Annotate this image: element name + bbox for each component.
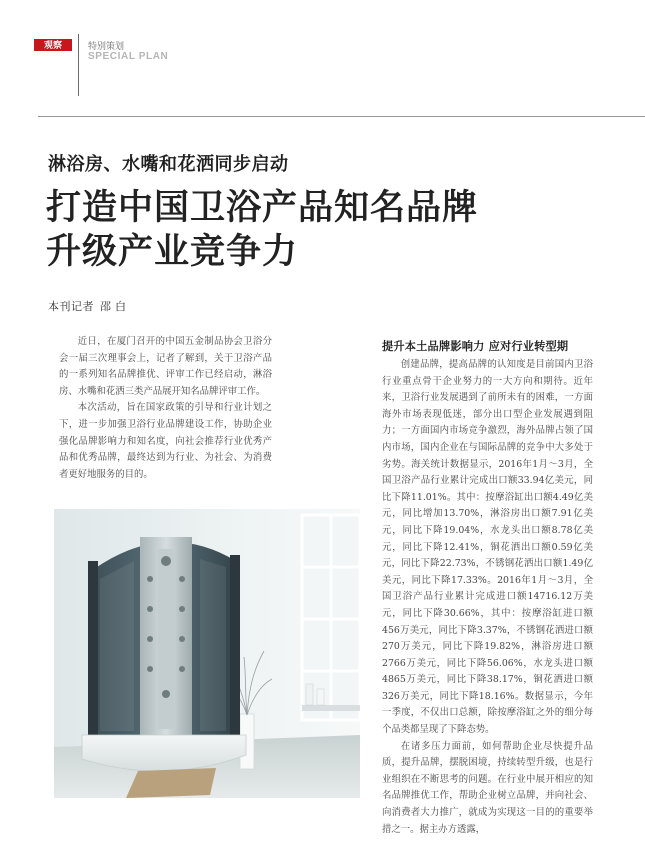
- right-column: [382, 357, 593, 838]
- left-column: [59, 334, 272, 483]
- top-rule: [38, 116, 645, 117]
- column-title: 特别策划: [88, 41, 125, 51]
- section-subheading: 提升本土品牌影响力 应对行业转型期: [382, 340, 569, 353]
- shower-cabin-photo: [54, 509, 360, 798]
- section-tag: 观察: [34, 39, 72, 51]
- intro-paragraph: 本次活动，旨在国家政策的引导和行业计划之下，进一步加强卫浴行业品牌建设工作，协助企业强化品牌影响力和知名度，向社会推荐行业优秀产品和优秀品牌，最终达到为行业、为社会、为消费者更好地服务的目的。: [59, 402, 272, 480]
- body-paragraph: 在诸多压力面前，如何帮助企业尽快提升品质，提升品牌，摆脱困境，持续转型升级，也是行业组织在不断思考的问题。在行业中展开相应的知名品牌推优工作，帮助企业树立品牌，并向社会、向消费者大力推广，就成为实现这一目的的重要举措之一。据主办方透露，: [382, 740, 593, 835]
- byline-name: 邵白: [100, 300, 130, 313]
- body-paragraph: 创建品牌，提高品牌的认知度是目前国内卫浴行业重点骨干企业努力的一大方向和期待。近年来，卫浴行业发展遇到了前所未有的困难，一方面海外市场表现低迷，部分出口型企业发展遇到阻力；一方面国内市场竞争激烈，海外品牌占领了国内市场，国内企业在与国际品牌的竞争中大多处于劣势。海关统计数据显示，2016年1月～3月，全国卫浴产品行业累计完成出口额33.94亿美元，同比下降11.01%。其中：按摩浴缸出口额4.49亿美元，同比增加13.70%，淋浴房出口额7.91亿美元，同比下降19.04%，水龙头出口额8.78亿美元，同比下降12.41%，铜花洒出口额0.59亿美元，同比下降22.73%，不锈钢花洒出口额1.49亿美元，同比下降17.33%。2016年1月～3月，全国卫浴产品行业累计完成进口额14716.12万美元，同比下降30.66%，其中：按摩浴缸进口额456万美元，同比下降3.37%，不锈钢花洒进口额270万美元，同比下降19.82%，淋浴房进口额2766万美元，同比下降56.06%，水龙头进口额4865万美元，同比下降38.17%，铜花洒进口额326万美元，同比下降18.16%。数据显示，今年一季度，不仅出口总额，除按摩浴缸之外的细分每个品类都呈现了下降态势。: [382, 359, 593, 736]
- article-headline: [46, 186, 478, 274]
- byline: [48, 298, 130, 314]
- bath-mat: [126, 768, 216, 798]
- intro-paragraph: 近日，在厦门召开的中国五金制品协会卫浴分会一届三次理事会上，记者了解到，关于卫浴产品的一系列知名品牌推优、评审工作已经启动，淋浴房、水嘴和花洒三类产品展开知名品牌评审工作。: [59, 336, 272, 397]
- headline-line-2: 升级产业竞争力: [46, 231, 299, 272]
- header-divider: [78, 34, 79, 96]
- byline-role: 本刊记者: [48, 300, 94, 313]
- column-title-english: SPECIAL PLAN: [88, 51, 169, 62]
- article-kicker: 淋浴房、水嘴和花洒同步启动: [48, 154, 289, 175]
- headline-line-1: 打造中国卫浴产品知名品牌: [46, 187, 479, 228]
- shower-cabin: [82, 537, 246, 771]
